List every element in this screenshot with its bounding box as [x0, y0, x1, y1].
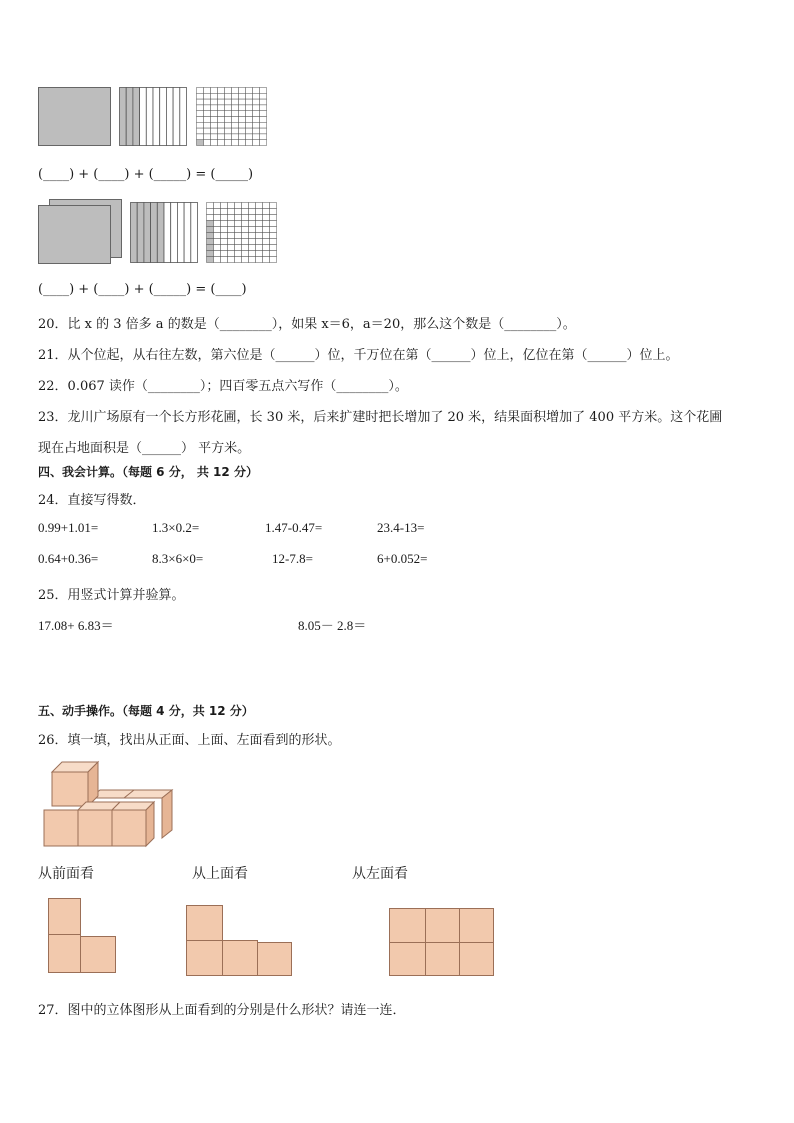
- decimal-grid-cell: [239, 140, 246, 146]
- decimal-grid-2: [206, 202, 278, 264]
- decimal-grid-cell: [207, 251, 214, 257]
- decimal-grid-cell: [253, 128, 260, 134]
- view-label-top: 从上面看: [192, 866, 248, 882]
- decimal-grid-cell: [221, 215, 228, 221]
- decimal-grid-cell: [214, 257, 221, 263]
- decimal-grid-cell: [260, 134, 267, 140]
- decimal-grid-cell: [260, 99, 267, 105]
- decimal-grid-cell: [246, 117, 253, 123]
- decimal-grid-cell: [232, 99, 239, 105]
- decimal-grid-cell: [239, 111, 246, 117]
- decimal-grid-cell: [253, 105, 260, 111]
- decimal-strip: [126, 88, 133, 146]
- decimal-grid-cell: [253, 88, 260, 94]
- decimal-grid-cell: [246, 99, 253, 105]
- question-21: 21．从个位起，从右往左数，第六位是（______）位，千万位在第（______）位上，亿位在第（______）位上。: [38, 348, 679, 363]
- decimal-grid-cell: [211, 140, 218, 146]
- decimal-strip: [131, 203, 138, 263]
- decimal-grid-cell: [204, 111, 211, 117]
- decimal-grid-cell: [221, 245, 228, 251]
- decimal-grid-cell: [235, 209, 242, 215]
- question-26: 26．填一填，找出从正面、上面、左面看到的形状。: [38, 733, 341, 748]
- decimal-grid-cell: [207, 233, 214, 239]
- decimal-grid-cell: [232, 88, 239, 94]
- decimal-grid-cell: [242, 209, 249, 215]
- decimal-grid-cell: [270, 215, 277, 221]
- decimal-grid-cell: [263, 209, 270, 215]
- decimal-grid-cell: [218, 111, 225, 117]
- decimal-grid-cell: [263, 233, 270, 239]
- calc-item: 12-7.8=: [272, 551, 313, 566]
- decimal-grid-cell: [211, 93, 218, 99]
- decimal-grid-cell: [207, 203, 214, 209]
- decimal-grid-cell: [235, 251, 242, 257]
- decimal-grid-cell: [239, 93, 246, 99]
- decimal-grid-cell: [218, 117, 225, 123]
- decimal-grid-cell: [207, 215, 214, 221]
- decimal-grid-cell: [225, 117, 232, 123]
- decimal-grid-cell: [197, 128, 204, 134]
- decimal-grid-cell: [197, 111, 204, 117]
- decimal-grid-cell: [256, 203, 263, 209]
- calc-item: 1.47-0.47=: [265, 520, 323, 535]
- decimal-grid-cell: [214, 239, 221, 245]
- question-20: 20．比 x 的 3 倍多 a 的数是（________），如果 x＝6，a＝20，那么这个数是（________）。: [38, 317, 576, 332]
- decimal-grid-cell: [270, 251, 277, 257]
- decimal-grid-cell: [260, 111, 267, 117]
- cube-stack-3d: [42, 758, 172, 850]
- decimal-grid-cell: [249, 203, 256, 209]
- decimal-grid-cell: [228, 221, 235, 227]
- decimal-grid-cell: [214, 227, 221, 233]
- decimal-grid-cell: [256, 245, 263, 251]
- decimal-grid-cell: [235, 227, 242, 233]
- decimal-grid-cell: [228, 227, 235, 233]
- decimal-strip: [166, 88, 173, 146]
- decimal-grid-cell: [221, 209, 228, 215]
- decimal-grid-cell: [239, 105, 246, 111]
- decimal-grid-cell: [225, 99, 232, 105]
- decimal-square-full-1: [38, 87, 112, 147]
- decimal-grid-cell: [211, 111, 218, 117]
- decimal-grid-cell: [242, 227, 249, 233]
- decimal-grid-cell: [270, 239, 277, 245]
- decimal-grid-cell: [218, 105, 225, 111]
- decimal-grid-cell: [249, 221, 256, 227]
- decimal-grid-cell: [232, 122, 239, 128]
- decimal-grid-cell: [253, 122, 260, 128]
- decimal-grid-cell: [204, 128, 211, 134]
- decimal-grid-cell: [270, 221, 277, 227]
- decimal-grid-cell: [246, 88, 253, 94]
- decimal-grid-cell: [207, 227, 214, 233]
- decimal-strip: [153, 88, 160, 146]
- decimal-grid-cell: [221, 233, 228, 239]
- decimal-grid-cell: [207, 257, 214, 263]
- decimal-grid-cell: [197, 88, 204, 94]
- decimal-grid-cell: [246, 122, 253, 128]
- decimal-grid-cell: [204, 99, 211, 105]
- decimal-grid-cell: [270, 209, 277, 215]
- decimal-grid-cell: [225, 140, 232, 146]
- decimal-strip: [171, 203, 178, 263]
- decimal-grid-cell: [228, 209, 235, 215]
- decimal-grid-cell: [225, 122, 232, 128]
- decimal-grid-cell: [197, 140, 204, 146]
- decimal-grid-cell: [242, 233, 249, 239]
- decimal-grid-cell: [246, 105, 253, 111]
- decimal-grid-cell: [249, 233, 256, 239]
- decimal-grid-cell: [239, 117, 246, 123]
- decimal-grid-cell: [235, 233, 242, 239]
- decimal-grid-cell: [260, 122, 267, 128]
- decimal-grid-cell: [235, 203, 242, 209]
- decimal-grid-cell: [218, 122, 225, 128]
- top-view-shape: [186, 905, 294, 977]
- decimal-strip: [177, 203, 184, 263]
- decimal-grid-cell: [211, 122, 218, 128]
- question-27: 27．图中的立体图形从上面看到的分别是什么形状？请连一连．: [38, 1003, 406, 1018]
- decimal-grid-cell: [249, 227, 256, 233]
- decimal-grid-cell: [270, 233, 277, 239]
- decimal-grid-cell: [214, 233, 221, 239]
- decimal-grid-cell: [242, 251, 249, 257]
- decimal-grid-cell: [263, 251, 270, 257]
- decimal-grid-cell: [214, 215, 221, 221]
- decimal-grid-cell: [246, 93, 253, 99]
- decimal-strips-1: [119, 87, 189, 147]
- decimal-grid-cell: [204, 93, 211, 99]
- decimal-grid-cell: [235, 221, 242, 227]
- decimal-grid-cell: [228, 233, 235, 239]
- decimal-grid-cell: [263, 227, 270, 233]
- decimal-grid-cell: [225, 93, 232, 99]
- decimal-grid-cell: [197, 105, 204, 111]
- decimal-grid-cell: [235, 257, 242, 263]
- decimal-grid-cell: [228, 215, 235, 221]
- decimal-grid-cell: [260, 128, 267, 134]
- decimal-grid-cell: [207, 245, 214, 251]
- decimal-grid-cell: [197, 93, 204, 99]
- decimal-grid-cell: [218, 99, 225, 105]
- decimal-grid-cell: [249, 239, 256, 245]
- decimal-grid-1: [196, 87, 268, 147]
- decimal-grid-cell: [218, 140, 225, 146]
- decimal-grid-cell: [263, 257, 270, 263]
- calc-item: 8.3×6×0=: [152, 551, 204, 566]
- decimal-grid-cell: [225, 111, 232, 117]
- vertical-calc-item: 8.05－ 2.8＝: [298, 618, 367, 633]
- decimal-grid-cell: [204, 117, 211, 123]
- decimal-grid-cell: [253, 134, 260, 140]
- calc-item: 6+0.052=: [377, 551, 428, 566]
- decimal-grid-cell: [256, 215, 263, 221]
- decimal-grid-cell: [242, 239, 249, 245]
- decimal-grid-cell: [249, 209, 256, 215]
- decimal-grid-cell: [260, 117, 267, 123]
- decimal-grid-cell: [239, 122, 246, 128]
- decimal-strip: [184, 203, 191, 263]
- decimal-grid-cell: [256, 257, 263, 263]
- view-label-left: 从左面看: [352, 866, 408, 882]
- decimal-strip: [133, 88, 140, 146]
- decimal-grid-cell: [225, 134, 232, 140]
- decimal-grid-cell: [228, 245, 235, 251]
- decimal-grid-cell: [263, 239, 270, 245]
- decimal-grid-cell: [249, 257, 256, 263]
- decimal-grid-cell: [232, 128, 239, 134]
- decimal-grid-cell: [253, 93, 260, 99]
- decimal-grid-cell: [260, 105, 267, 111]
- decimal-grid-cell: [239, 134, 246, 140]
- decimal-grid-cell: [211, 88, 218, 94]
- decimal-grid-cell: [218, 128, 225, 134]
- decimal-grid-cell: [214, 251, 221, 257]
- left-view-shape: [389, 908, 497, 978]
- decimal-strip: [151, 203, 158, 263]
- decimal-grid-cell: [242, 245, 249, 251]
- decimal-grid-cell: [232, 140, 239, 146]
- decimal-grid-cell: [204, 88, 211, 94]
- decimal-grid-cell: [260, 88, 267, 94]
- decimal-grid-cell: [239, 99, 246, 105]
- decimal-grid-cell: [214, 245, 221, 251]
- decimal-grid-cell: [197, 117, 204, 123]
- decimal-grid-cell: [204, 134, 211, 140]
- decimal-grid-cell: [204, 105, 211, 111]
- decimal-grid-cell: [256, 227, 263, 233]
- decimal-grid-cell: [232, 111, 239, 117]
- front-view-shape: [48, 898, 118, 974]
- decimal-grid-cell: [246, 128, 253, 134]
- decimal-strips-2: [130, 202, 200, 264]
- decimal-square-full-2: [38, 199, 124, 267]
- decimal-grid-cell: [253, 140, 260, 146]
- decimal-strip: [180, 88, 187, 146]
- section-4-heading: 四、我会计算。（每题 6 分， 共 12 分）: [38, 465, 258, 479]
- decimal-strip: [137, 203, 144, 263]
- decimal-grid-cell: [249, 251, 256, 257]
- decimal-grid-cell: [246, 111, 253, 117]
- decimal-grid-cell: [228, 203, 235, 209]
- decimal-grid-cell: [214, 203, 221, 209]
- decimal-grid-cell: [253, 117, 260, 123]
- decimal-grid-cell: [253, 99, 260, 105]
- decimal-grid-cell: [270, 203, 277, 209]
- decimal-grid-cell: [246, 140, 253, 146]
- decimal-grid-cell: [242, 215, 249, 221]
- decimal-grid-cell: [211, 128, 218, 134]
- decimal-grid-cell: [197, 134, 204, 140]
- question-23-line-2: 现在占地面积是（______） 平方米。: [38, 441, 251, 456]
- decimal-grid-cell: [232, 117, 239, 123]
- decimal-strip: [120, 88, 127, 146]
- decimal-grid-cell: [228, 257, 235, 263]
- decimal-grid-cell: [221, 257, 228, 263]
- section-5-heading: 五、动手操作。（每题 4 分，共 12 分）: [38, 704, 254, 718]
- decimal-grid-cell: [221, 221, 228, 227]
- decimal-grid-cell: [221, 251, 228, 257]
- decimal-grid-cell: [221, 203, 228, 209]
- question-23-line-1: 23．龙川广场原有一个长方形花圃，长 30 米，后来扩建时把长增加了 20 米，结果面积增加了 400 平方米。这个花圃: [38, 410, 723, 425]
- decimal-grid-cell: [214, 221, 221, 227]
- decimal-grid-cell: [235, 215, 242, 221]
- decimal-grid-cell: [256, 209, 263, 215]
- decimal-grid-cell: [242, 257, 249, 263]
- decimal-strip: [164, 203, 171, 263]
- decimal-grid-cell: [263, 245, 270, 251]
- decimal-grid-cell: [218, 93, 225, 99]
- decimal-strip: [160, 88, 167, 146]
- decimal-grid-cell: [263, 221, 270, 227]
- decimal-grid-cell: [218, 134, 225, 140]
- vertical-calc-item: 17.08+ 6.83＝: [38, 618, 114, 633]
- decimal-grid-cell: [197, 122, 204, 128]
- decimal-grid-cell: [242, 221, 249, 227]
- decimal-grid-cell: [239, 88, 246, 94]
- decimal-grid-cell: [260, 93, 267, 99]
- decimal-grid-cell: [211, 134, 218, 140]
- decimal-grid-cell: [263, 215, 270, 221]
- decimal-grid-cell: [249, 215, 256, 221]
- decimal-grid-cell: [232, 93, 239, 99]
- decimal-grid-cell: [228, 251, 235, 257]
- decimal-strip: [144, 203, 151, 263]
- decimal-grid-cell: [211, 99, 218, 105]
- question-22: 22．0.067 读作（________）；四百零五点六写作（________）。: [38, 379, 408, 394]
- decimal-grid-cell: [260, 140, 267, 146]
- decimal-grid-cell: [225, 88, 232, 94]
- decimal-grid-cell: [207, 221, 214, 227]
- decimal-grid-cell: [270, 227, 277, 233]
- decimal-grid-cell: [242, 203, 249, 209]
- decimal-grid-cell: [235, 245, 242, 251]
- decimal-grid-cell: [225, 105, 232, 111]
- decimal-strip: [191, 203, 198, 263]
- question-24: 24．直接写得数．: [38, 493, 146, 508]
- q19-equation-1: (____) + (____) + (_____) = (_____): [38, 167, 254, 182]
- question-25: 25．用竖式计算并验算。: [38, 588, 185, 603]
- decimal-strip: [140, 88, 147, 146]
- view-label-front: 从前面看: [38, 866, 94, 882]
- decimal-grid-cell: [225, 128, 232, 134]
- decimal-grid-cell: [270, 245, 277, 251]
- decimal-grid-cell: [249, 245, 256, 251]
- calc-item: 1.3×0.2=: [152, 520, 200, 535]
- decimal-grid-cell: [256, 239, 263, 245]
- decimal-grid-cell: [232, 105, 239, 111]
- q19-equation-2: (____) + (____) + (_____) = (____): [38, 282, 247, 297]
- decimal-grid-cell: [270, 257, 277, 263]
- decimal-grid-cell: [211, 105, 218, 111]
- decimal-grid-cell: [228, 239, 235, 245]
- decimal-grid-cell: [232, 134, 239, 140]
- decimal-grid-cell: [211, 117, 218, 123]
- calc-item: 0.99+1.01=: [38, 520, 99, 535]
- decimal-grid-cell: [204, 140, 211, 146]
- decimal-grid-cell: [239, 128, 246, 134]
- decimal-grid-cell: [207, 239, 214, 245]
- decimal-grid-cell: [235, 239, 242, 245]
- decimal-grid-cell: [256, 233, 263, 239]
- decimal-grid-cell: [207, 209, 214, 215]
- decimal-strip: [146, 88, 153, 146]
- calc-item: 0.64+0.36=: [38, 551, 99, 566]
- decimal-grid-cell: [204, 122, 211, 128]
- decimal-grid-cell: [197, 99, 204, 105]
- calc-item: 23.4-13=: [377, 520, 425, 535]
- decimal-grid-cell: [246, 134, 253, 140]
- decimal-grid-cell: [218, 88, 225, 94]
- decimal-grid-cell: [221, 227, 228, 233]
- decimal-grid-cell: [221, 239, 228, 245]
- decimal-strip: [157, 203, 164, 263]
- decimal-strip: [173, 88, 180, 146]
- decimal-grid-cell: [256, 221, 263, 227]
- decimal-grid-cell: [263, 203, 270, 209]
- decimal-grid-cell: [214, 209, 221, 215]
- decimal-grid-cell: [253, 111, 260, 117]
- decimal-grid-cell: [256, 251, 263, 257]
